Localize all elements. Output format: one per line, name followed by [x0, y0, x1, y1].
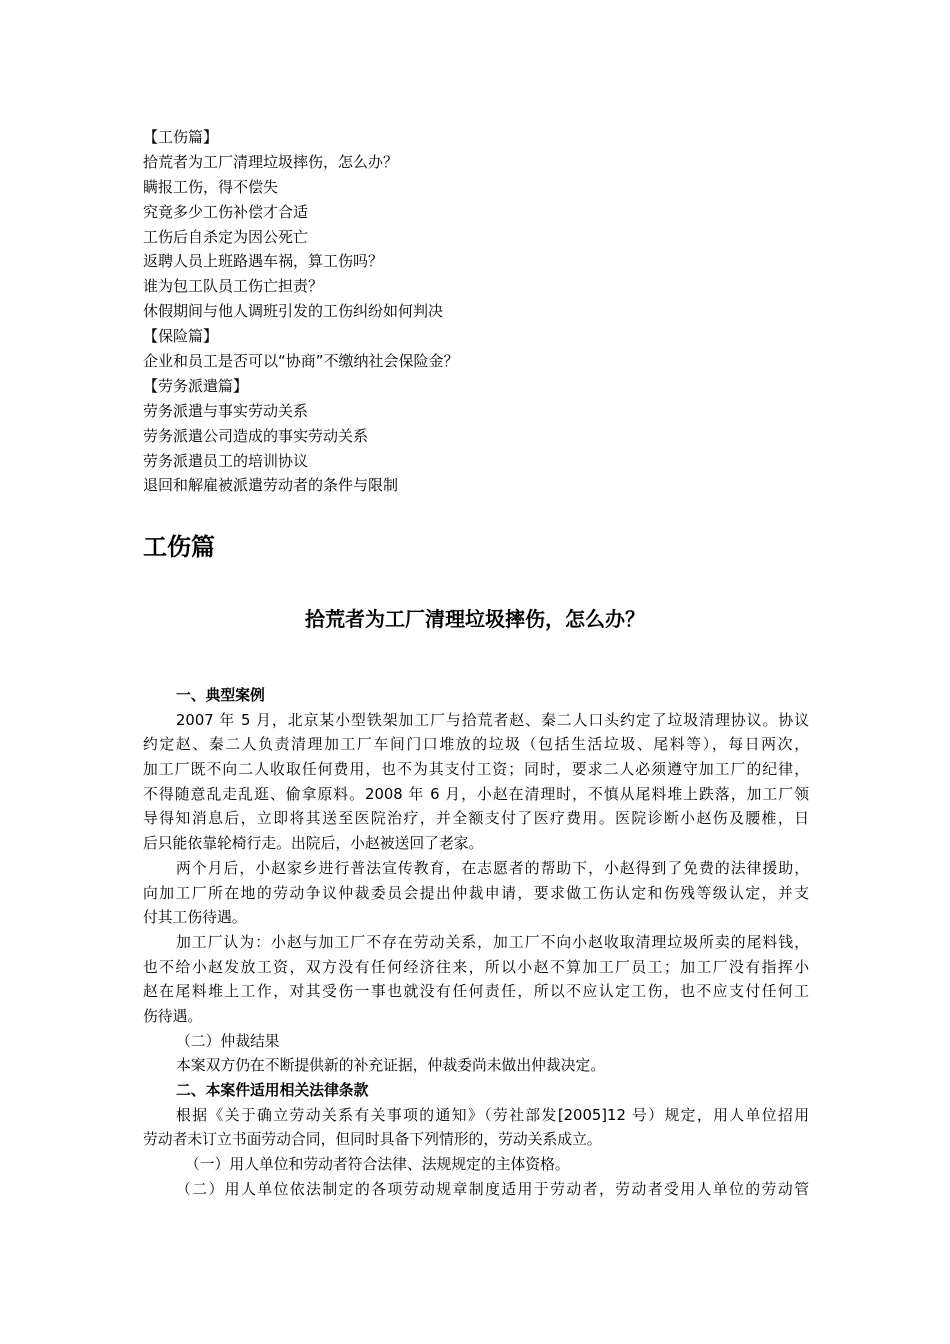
toc-item[interactable]: 劳务派遣员工的培训协议: [143, 451, 309, 470]
paragraph-line: 赵在尾料堆上工作，对其受伤一事也就没有任何责任，所以不应认定工伤，也不应支付任何工: [143, 983, 809, 1001]
toc-item[interactable]: 退回和解雇被派遣劳动者的条件与限制: [143, 476, 399, 495]
paragraph-line: 约定赵、秦二人负责清理加工厂车间门口堆放的垃圾（包括生活垃圾、尾料等），每日两次，: [143, 736, 809, 754]
list-item: （一）用人单位和劳动者符合法律、法规规定的主体资格。: [185, 1156, 570, 1174]
toc-category: 【劳务派遣篇】: [143, 376, 249, 395]
paragraph-line: 付其工伤待遇。: [143, 909, 247, 927]
toc-item[interactable]: 返聘人员上班路遇车祸，算工伤吗？: [143, 252, 384, 271]
toc-item[interactable]: 谁为包工队员工伤亡担责？: [143, 277, 324, 296]
toc-item[interactable]: 瞒报工伤，得不偿失: [143, 177, 279, 196]
paragraph-line: 2007 年 5 月，北京某小型铁架加工厂与拾荒者赵、秦二人口头约定了垃圾清理协议。协议: [176, 711, 809, 729]
table-of-contents: [143, 125, 843, 498]
subheading: （二）仲裁结果: [176, 1032, 280, 1050]
list-item: （二）用人单位依法制定的各项劳动规章制度适用于劳动者，劳动者受用人单位的劳动管: [176, 1180, 809, 1198]
toc-item[interactable]: 工伤后自杀定为因公死亡: [143, 227, 309, 246]
toc-item[interactable]: 究竟多少工伤补偿才合适: [143, 202, 309, 221]
paragraph-line: 加工厂既不向二人收取任何费用，也不为其支付工资；同时，要求二人必须遵守加工厂的纪律，: [143, 761, 809, 779]
subheading: 二、本案件适用相关法律条款: [176, 1082, 369, 1099]
subheading: 一、典型案例: [176, 687, 265, 704]
section-heading: 工伤篇: [143, 533, 215, 561]
paragraph-line: 根据《关于确立劳动关系有关事项的通知》（劳社部发[2005]12 号）规定，用人单位招用: [176, 1106, 809, 1124]
paragraph-line: 不得随意乱走乱逛、偷拿原料。2008 年 6 月，小赵在清理时，不慎从尾料堆上跌落，加工厂领: [143, 785, 809, 803]
article-body: [143, 684, 809, 1202]
paragraph-line: 也不给小赵发放工资，双方没有任何经济往来，所以小赵不算加工厂员工；加工厂没有指挥小: [143, 958, 809, 976]
toc-item[interactable]: 拾荒者为工厂清理垃圾摔伤，怎么办？: [143, 152, 399, 171]
toc-item[interactable]: 劳务派遣公司造成的事实劳动关系: [143, 426, 369, 445]
paragraph-line: 两个月后，小赵家乡进行普法宣传教育，在志愿者的帮助下，小赵得到了免费的法律援助，: [176, 859, 809, 877]
paragraph-line: 劳动者未订立书面劳动合同，但同时具备下列情形的，劳动关系成立。: [143, 1131, 602, 1149]
toc-item[interactable]: 企业和员工是否可以“协商”不缴纳社会保险金？: [143, 352, 459, 371]
toc-item[interactable]: 劳务派遣与事实劳动关系: [143, 401, 309, 420]
paragraph-line: 导得知消息后，立即将其送至医院治疗，并全额支付了医疗费用。医院诊断小赵伤及腰椎，日: [143, 810, 809, 828]
paragraph-line: 伤待遇。: [143, 1007, 203, 1025]
toc-item[interactable]: 休假期间与他人调班引发的工伤纠纷如何判决: [143, 302, 444, 321]
article-title: 拾荒者为工厂清理垃圾摔伤，怎么办？: [305, 607, 645, 631]
toc-category: 【工伤篇】: [143, 128, 219, 146]
paragraph-line: 后只能依靠轮椅行走。出院后，小赵被送回了老家。: [143, 835, 484, 853]
toc-category: 【保险篇】: [143, 327, 219, 346]
paragraph-line: 本案双方仍在不断提供新的补充证据，仲裁委尚未做出仲裁决定。: [176, 1057, 606, 1075]
paragraph-line: 向加工厂所在地的劳动争议仲裁委员会提出仲裁申请，要求做工伤认定和伤残等级认定，并支: [143, 884, 809, 902]
paragraph-line: 加工厂认为：小赵与加工厂不存在劳动关系，加工厂不向小赵收取清理垃圾所卖的尾料钱，: [176, 933, 809, 951]
